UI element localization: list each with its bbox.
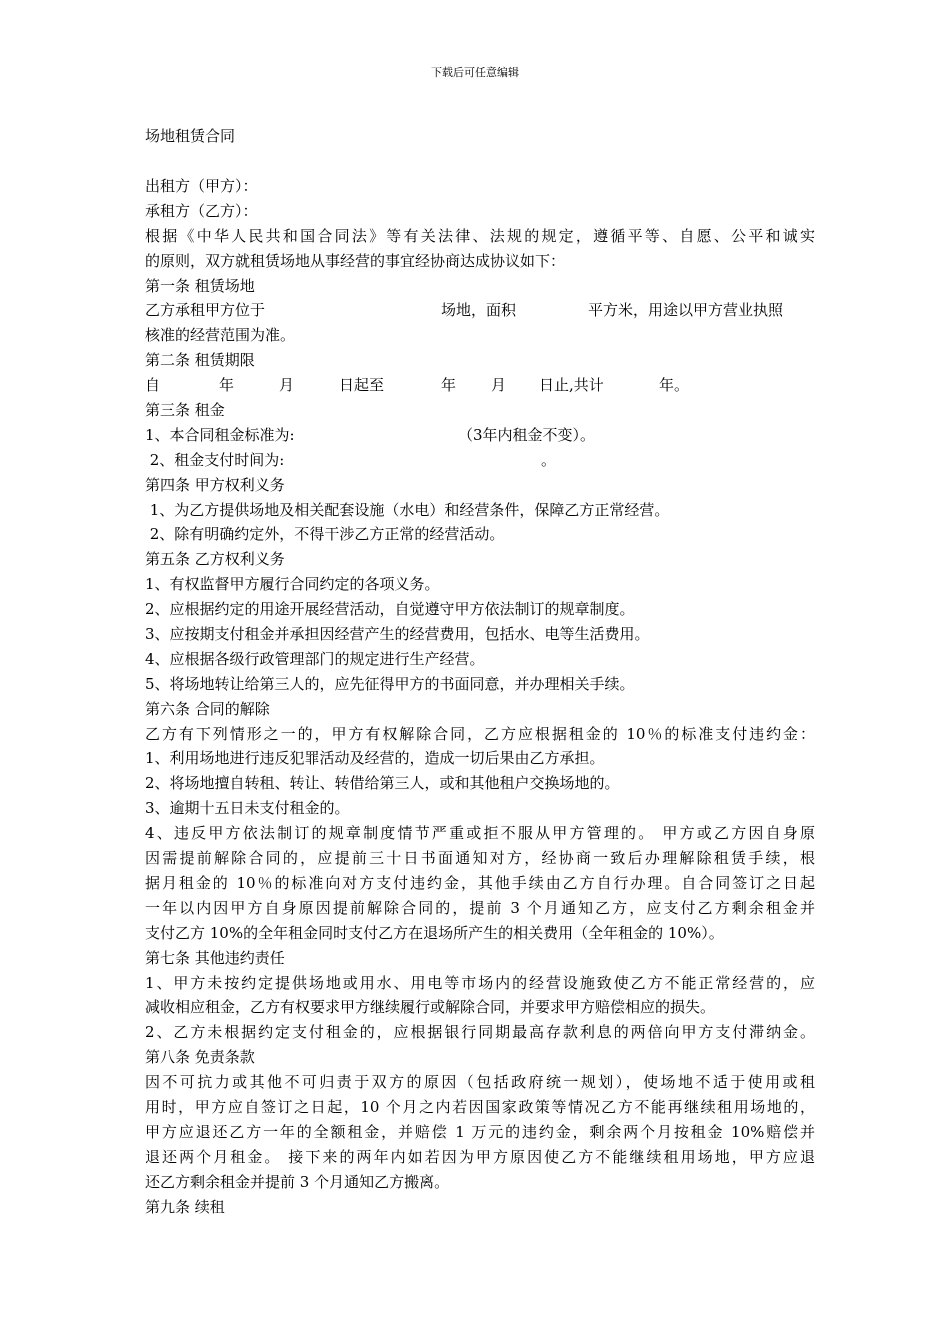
term-year-label: 年 (219, 376, 235, 395)
article-heading: 第五条 乙方权利义务 (145, 550, 285, 569)
clause-line: 4、应根据各级行政管理部门的规定进行生产经营。 (145, 649, 485, 668)
clause-line: 1、有权监督甲方履行合同约定的各项义务。 (145, 575, 440, 594)
clause-line: 4、违反甲方依法制订的规章制度情节严重或拒不服从甲方管理的。 甲方或乙方因自身原 (145, 824, 815, 843)
contract-title: 场地租赁合同 (145, 127, 236, 145)
lessee-line: 承租方（乙方）： (145, 201, 258, 220)
premises-line (145, 298, 815, 323)
clause-line: 3、应按期支付租金并承担因经营产生的经营费用，包括水、电等生活费用。 (145, 625, 650, 644)
term-year-label: 年 (441, 376, 457, 395)
clause-line: 一年以内因甲方自身原因提前解除合同的，提前 3 个月通知乙方，应支付乙方剩余租金并 (145, 898, 815, 917)
clause-line: 乙方有下列情形之一的，甲方有权解除合同，乙方应根据租金的 10％的标准支付违约金： (145, 724, 815, 743)
clause-line: 1、为乙方提供场地及相关配套设施（水电）和经营条件，保障乙方正常经营。 (145, 500, 670, 519)
preamble-line: 根据《中华人民共和国合同法》等有关法律、法规的规定，遵循平等、自愿、公平和诚实 (145, 226, 815, 245)
term-from-label: 自 (145, 376, 161, 395)
clause-line: 还乙方剩余租金并提前 3 个月通知乙方搬离。 (145, 1172, 450, 1191)
article-heading: 第四条 甲方权利义务 (145, 475, 285, 494)
rent-payment-label: 2、租金支付时间为: (145, 450, 285, 469)
clause-line: 支付乙方 10%的全年租金同时支付乙方在退场所产生的相关费用（全年租金的 10%）。 (145, 923, 724, 942)
term-line (145, 373, 815, 398)
clause-line: 据月租金的 10％的标准向对方支付违约金，其他手续由乙方自行办理。自合同签订之日起 (145, 873, 815, 892)
clause-line: 2、乙方未根据约定支付租金的，应根据银行同期最高存款利息的两倍向甲方支付滞纳金。 (145, 1023, 815, 1042)
lessor-line: 出租方（甲方）： (145, 177, 258, 195)
term-day-from-label: 日起至 (339, 376, 385, 395)
article-heading: 第八条 免责条款 (145, 1048, 255, 1067)
rent-payment-end: 。 (541, 450, 557, 469)
clause-line: 退还两个月租金。 接下来的两年内如若因为甲方原因使乙方不能继续租用场地，甲方应退 (145, 1147, 815, 1166)
preamble-line: 的原则，双方就租赁场地从事经营的事宜经协商达成协议如下： (145, 251, 566, 270)
article-heading: 第七条 其他违约责任 (145, 948, 285, 967)
contract-body (145, 174, 815, 1219)
clause-line: 因不可抗力或其他不可归责于双方的原因（包括政府统一规划），使场地不适于使用或租 (145, 1073, 815, 1092)
body-line: 核准的经营范围为准。 (145, 326, 296, 345)
header-note: 下载后可任意编辑 (431, 66, 519, 79)
clause-line: 用时，甲方应自签订之日起，10 个月之内若因国家政策等情况乙方不能再继续租用场地的， (145, 1097, 815, 1116)
article-heading: 第一条 租赁场地 (145, 276, 255, 295)
premises-area-label: 场地，面积 (441, 301, 517, 320)
clause-line: 因需提前解除合同的，应提前三十日书面通知对方，经协商一致后办理解除租赁手续，根 (145, 849, 815, 868)
rent-unchanged-note: （3年内租金不变）。 (458, 425, 596, 444)
clause-line: 1、利用场地进行违反犯罪活动及经营的，造成一切后果由乙方承担。 (145, 749, 605, 768)
article-heading: 第六条 合同的解除 (145, 699, 270, 718)
article-heading: 第三条 租金 (145, 401, 225, 420)
clause-line: 2、将场地擅自转租、转让、转借给第三人，或和其他租户交换场地的。 (145, 774, 620, 793)
clause-line: 减收相应租金，乙方有权要求甲方继续履行或解除合同，并要求甲方赔偿相应的损失。 (145, 998, 716, 1017)
clause-line: 1、甲方未按约定提供场地或用水、用电等市场内的经营设施致使乙方不能正常经营的，应 (145, 973, 815, 992)
rent-payment-line (145, 448, 815, 473)
premises-purpose-label: 平方米，用途以甲方营业执照 (588, 301, 784, 320)
term-month-label: 月 (491, 376, 507, 395)
clause-line: 5、将场地转让给第三人的，应先征得甲方的书面同意，并办理相关手续。 (145, 674, 635, 693)
premises-location-label: 乙方承租甲方位于 (145, 301, 266, 320)
term-day-to-label: 日止,共计 (539, 376, 604, 395)
clause-line: 2、除有明确约定外，不得干涉乙方正常的经营活动。 (145, 525, 505, 544)
term-month-label: 月 (279, 376, 295, 395)
article-heading: 第九条 续租 (145, 1197, 225, 1216)
clause-line: 3、逾期十五日未支付租金的。 (145, 799, 350, 818)
article-heading: 第二条 租赁期限 (145, 351, 255, 370)
rent-standard-label: 1、本合同租金标准为: (145, 425, 295, 444)
clause-line: 2、应根据约定的用途开展经营活动，自觉遵守甲方依法制订的规章制度。 (145, 600, 635, 619)
clause-line: 甲方应退还乙方一年的全额租金，并赔偿 1 万元的违约金，剩余两个月按租金 10%赔偿并 (145, 1122, 815, 1141)
term-total-years-label: 年。 (659, 376, 690, 395)
rent-standard-line (145, 423, 815, 448)
